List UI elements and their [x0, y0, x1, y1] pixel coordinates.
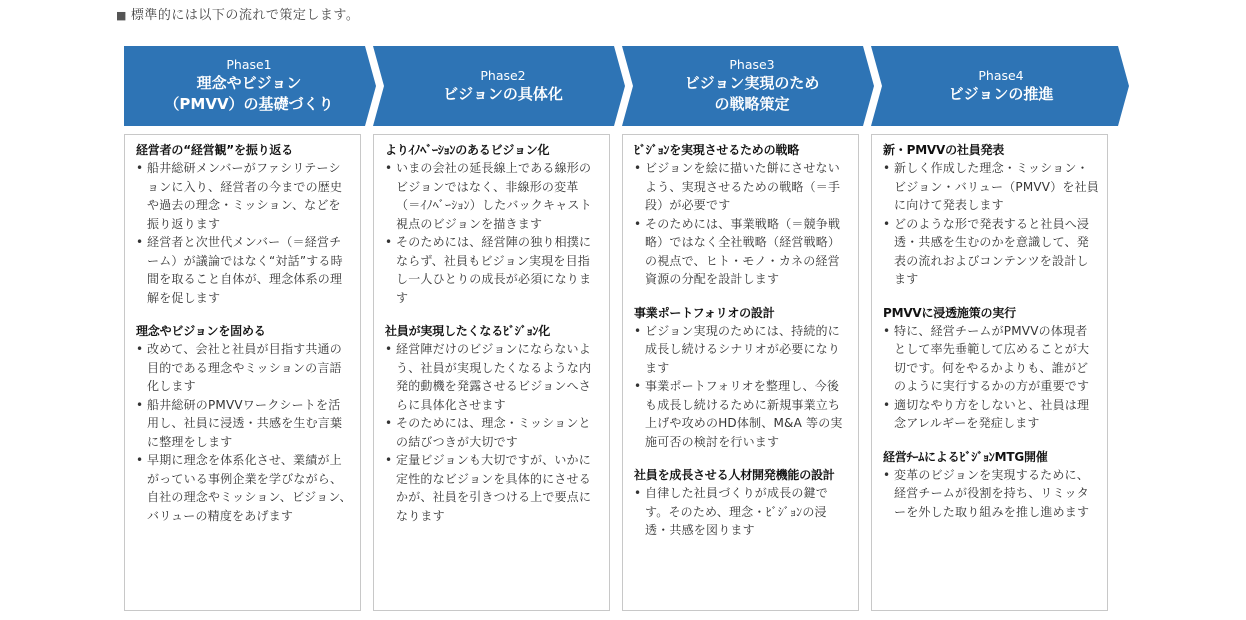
- bullet-item: [634, 322, 850, 378]
- section-heading: 社員が実現したくなるﾋﾞｼﾞｮﾝ化: [385, 324, 551, 338]
- bullet-text: ビジョン実現のためには、持続的に成長し続けるシナリオが必要になります: [645, 323, 841, 375]
- bullet-item: [634, 159, 850, 215]
- bullet-dot-icon: •: [634, 486, 642, 500]
- phase-title: [949, 84, 1054, 105]
- bullet-item: [136, 451, 352, 525]
- section-heading: 経営者の“経営観”を振り返る: [136, 143, 293, 157]
- phase-title-line: ビジョンの推進: [948, 84, 1054, 103]
- bullet-text: 定量ビジョンも大切ですが、いかに定性的なビジョンを具体的にさせるかが、社員を引きつける上で要点になります: [396, 453, 592, 523]
- phase-title: [443, 84, 563, 105]
- bullet-item: [883, 159, 1099, 215]
- section-heading: 経営ﾁｰﾑによるﾋﾞｼﾞｮﾝMTG開催: [883, 449, 1048, 464]
- bullet-text: ビジョンを絵に描いた餅にさせないよう、実現させるための戦略（＝手段）が必要です: [645, 161, 841, 212]
- bullet-dot-icon: •: [634, 216, 642, 231]
- section-heading: ﾋﾞｼﾞｮﾝを実現させるための戦略: [634, 143, 800, 157]
- bullet-item: [634, 377, 850, 451]
- phase-title: [685, 73, 820, 115]
- bullet-item: [634, 484, 850, 540]
- detail-section: [385, 322, 601, 525]
- phase-header-2: [378, 46, 628, 126]
- bullet-text: 自律した社員づくりが成長の鍵です。そのため、理念・ﾋﾞｼﾞｮﾝの浸透・共感を図ります: [645, 486, 829, 537]
- bullet-dot-icon: •: [136, 235, 144, 249]
- bullet-dot-icon: •: [883, 161, 891, 175]
- detail-section: [883, 448, 1099, 522]
- bullet-dot-icon: •: [883, 467, 891, 482]
- detail-section: [883, 304, 1099, 433]
- bullet-item: [136, 396, 352, 452]
- bullet-text: 経営者と次世代メンバー（＝経営チーム）が議論ではなく“対話”する時間を取ること自体が、理念体系の理解を促します: [147, 235, 343, 305]
- detail-section: [634, 466, 850, 540]
- bullet-text: 新しく作成した理念・ミッション・ビジョン・バリュー（PMVV）を社員に向けて発表します: [894, 161, 1100, 212]
- section-heading: 社員を成長させる人材開発機能の設計: [634, 468, 835, 482]
- phase-number: Phase2: [480, 67, 526, 83]
- bullet-item: [136, 340, 352, 396]
- section-heading: 新・PMVVの社員発表: [883, 143, 1005, 157]
- phase-header-1: [124, 46, 374, 126]
- detail-section: [136, 322, 352, 525]
- bullet-item: [634, 215, 850, 289]
- bullet-item: [385, 159, 601, 233]
- bullet-item: [136, 233, 352, 307]
- phase-header-4: [876, 46, 1126, 126]
- bullet-item: [883, 215, 1099, 289]
- bullet-text: そのためには、経営陣の独り相撲にならず、社員もビジョン実現を目指し一人ひとりの成長が必須になります: [396, 235, 592, 305]
- bullet-dot-icon: •: [385, 342, 393, 356]
- bullet-text: そのためには、理念・ミッションとの結びつきが大切です: [396, 416, 591, 449]
- bullet-dot-icon: •: [634, 161, 642, 175]
- bullet-text: そのためには、事業戦略（＝競争戦略）ではなく全社戦略（経営戦略）の視点で、ヒト・モノ・カネの経営資源の分配を設計します: [645, 216, 841, 286]
- bullet-dot-icon: •: [883, 397, 891, 412]
- detail-section: [883, 141, 1099, 289]
- bullet-text: 船井総研メンバーがファシリテーションに入り、経営者の今までの歴史や過去の理念・ミッション、などを振り返ります: [147, 161, 343, 231]
- phase-title-line: （PMVV）の基礎づくり: [164, 95, 334, 113]
- phase-4-detail-box: [871, 134, 1108, 611]
- bullet-text: 改めて、会社と社員が目指す共通の目的である理念やミッションの言語化します: [147, 342, 342, 393]
- phase-title: [164, 73, 333, 115]
- bullet-dot-icon: •: [634, 323, 642, 338]
- bullet-text: 適切なやり方をしないと、社員は理念アレルギーを発症します: [894, 397, 1090, 430]
- bullet-dot-icon: •: [385, 453, 393, 467]
- phase-3-detail-box: [622, 134, 859, 611]
- intro-label: 標準的には以下の流れで策定します。: [130, 8, 360, 23]
- bullet-dot-icon: •: [883, 216, 891, 231]
- bullet-dot-icon: •: [883, 323, 891, 338]
- bullet-text: 事業ポートフォリオを整理し、今後も成長し続けるために新規事業立ち上げや攻めのHD体制、M&A 等の実施可否の検討を行います: [645, 379, 843, 449]
- bullet-dot-icon: •: [385, 161, 393, 175]
- bullet-text: いまの会社の延長線上である線形のビジョンではなく、非線形の変革（＝ｲﾉﾍﾞｰｼｮﾝ）したバックキャスト視点のビジョンを描きます: [396, 161, 592, 231]
- bullet-item: [883, 466, 1099, 522]
- detail-section: [136, 141, 352, 307]
- phase-title-line: の戦略策定: [714, 95, 790, 113]
- phase-number: Phase3: [729, 57, 775, 72]
- bullet-text: 特に、経営チームがPMVVの体現者として率先垂範して広めることが大切です。何をやるかよりも、誰がどのように実行するかの方が重要です: [894, 323, 1090, 393]
- section-heading: よりｲﾉﾍﾞｰｼｮﾝのあるビジョン化: [385, 143, 550, 157]
- square-bullet-icon: ■: [116, 9, 127, 22]
- phase-title-line: ビジョンの具体化: [443, 84, 563, 103]
- bullet-item: [385, 340, 601, 414]
- phase-1-detail-box: [124, 134, 361, 611]
- bullet-item: [136, 159, 352, 233]
- detail-section: [634, 304, 850, 452]
- section-heading: 理念やビジョンを固める: [136, 324, 266, 338]
- bullet-dot-icon: •: [136, 453, 144, 467]
- bullet-text: 船井総研のPMVVワークシートを活用し、社員に浸透・共感を生む言葉に整理をします: [147, 397, 343, 449]
- bullet-item: [385, 451, 601, 525]
- bullet-text: 経営陣だけのビジョンにならないよう、社員が実現したくなるような内発的動機を発露させるビジョンへさらに具体化させます: [396, 342, 592, 412]
- detail-section: [385, 141, 601, 307]
- bullet-item: [385, 414, 601, 451]
- phase-title-line: 理念やビジョン: [196, 74, 302, 92]
- bullet-dot-icon: •: [385, 235, 393, 249]
- bullet-dot-icon: •: [136, 342, 144, 356]
- phase-header-3: [627, 46, 877, 126]
- phase-number: Phase1: [226, 57, 272, 72]
- phase-title-line: ビジョン実現のため: [684, 74, 820, 92]
- bullet-item: [883, 396, 1099, 433]
- phase-2-detail-box: [373, 134, 610, 611]
- bullet-text: どのような形で発表すると社員へ浸透・共感を生むのかを意識して、発表の流れおよびコンテンツを設計します: [894, 216, 1090, 286]
- section-heading: 事業ポートフォリオの設計: [634, 305, 775, 320]
- bullet-text: 変革のビジョンを実現するために、経営チームが役割を持ち、リミッターを外した取り組みを推し進めます: [894, 467, 1090, 519]
- bullet-text: 早期に理念を体系化させ、業績が上がっている事例企業を学びながら、自社の理念やミッション、ビジョン、バリューの精度をあげます: [147, 453, 352, 523]
- bullet-item: [385, 233, 601, 307]
- bullet-dot-icon: •: [634, 379, 642, 393]
- bullet-item: [883, 322, 1099, 396]
- section-heading: PMVVに浸透施策の実行: [883, 305, 1016, 320]
- phase-number: Phase4: [978, 67, 1024, 83]
- bullet-dot-icon: •: [385, 416, 393, 430]
- detail-section: [634, 141, 850, 289]
- bullet-dot-icon: •: [136, 397, 144, 412]
- bullet-dot-icon: •: [136, 161, 144, 175]
